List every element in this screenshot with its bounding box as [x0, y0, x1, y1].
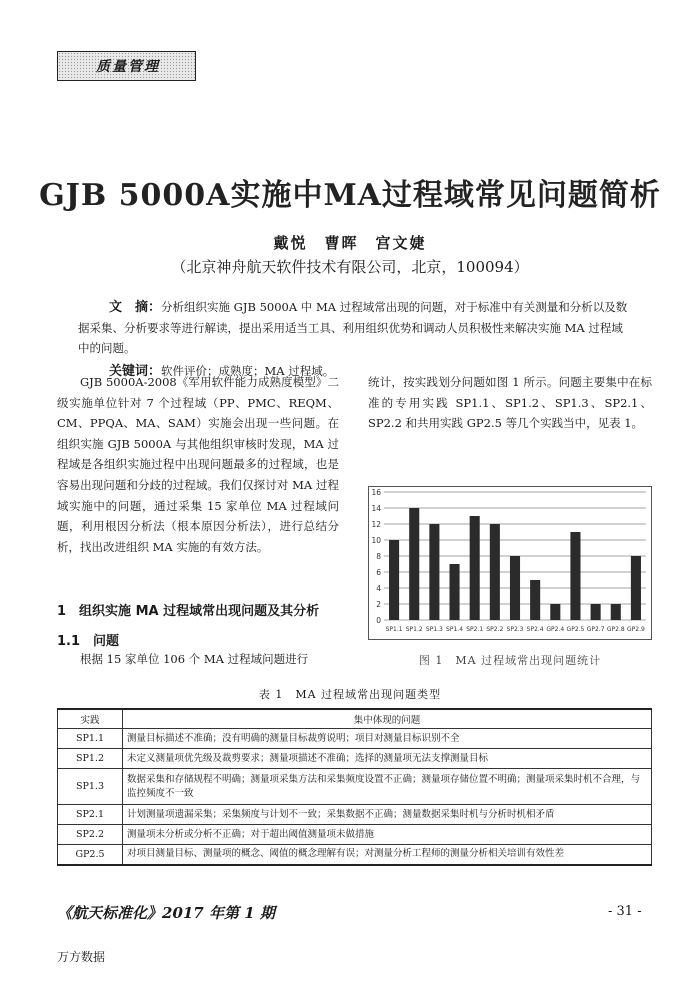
x-tick-label: GP2.7 [586, 626, 605, 633]
cell-issues: 测量目标描述不准确；没有明确的测量目标裁剪说明；项目对测量目标识别不全 [123, 729, 652, 749]
left-column-continuation: 根据 15 家单位 106 个 MA 过程域问题进行 [80, 652, 309, 666]
bar-chart [368, 486, 652, 640]
y-tick-label: 2 [376, 600, 381, 609]
footer-magazine: 《航天标准化》2017 年第 1 期 [57, 904, 275, 922]
cell-practice: GP2.5 [58, 845, 123, 865]
figure-caption: 图 1 MA 过程域常出现问题统计 [418, 654, 602, 667]
section-heading-1: 1 组织实施 MA 过程域常出现问题及其分析 [57, 604, 320, 619]
table-caption: 表 1 MA 过程域常出现问题类型 [258, 688, 442, 701]
table-row [58, 825, 652, 845]
table-header-row [58, 709, 652, 729]
table-row [58, 749, 652, 769]
bar-GP2.5 [570, 532, 580, 620]
cell-practice: SP1.3 [58, 769, 123, 805]
cell-issues: 对项目测量目标、测量项的概念、阈值的概念理解有误；对测量分析工程师的测量分析相关培训有效性差 [123, 845, 652, 865]
cell-issues: 未定义测量项优先级及裁剪要求；测量项描述不准确；选择的测量项无法支撑测量目标 [123, 749, 652, 769]
y-tick-label: 0 [376, 616, 381, 625]
x-tick-label: SP1.1 [385, 626, 403, 633]
x-tick-label: GP2.8 [606, 626, 625, 633]
x-tick-label: GP2.9 [627, 626, 645, 633]
cell-practice: SP1.2 [58, 749, 123, 769]
table-row [58, 845, 652, 865]
authors: 戴悦 曹晖 宫文婕 [273, 234, 427, 252]
x-tick-label: GP2.5 [566, 626, 585, 633]
keywords-text: 软件评价；成熟度；MA 过程域。 [161, 364, 335, 378]
page-number: - 31 - [608, 904, 642, 919]
bar-GP2.4 [550, 604, 560, 620]
cell-issues: 数据采集和存储规程不明确；测量项采集方法和采集频度设置不正确；测量项存储位置不明确；测量项采集时机不合理，与监控频度不一致 [123, 769, 652, 805]
bar-SP2.4 [530, 580, 540, 620]
bar-SP1.2 [409, 508, 419, 620]
cell-issues: 计划测量项遗漏采集；采集频度与计划不一致；采集数据不正确；测量数据采集时机与分析时机相矛盾 [123, 805, 652, 825]
y-tick-label: 8 [376, 552, 381, 561]
bar-SP1.3 [429, 524, 439, 620]
cell-practice: SP1.1 [58, 729, 123, 749]
affiliation: （北京神舟航天软件技术有限公司，北京，100094） [171, 258, 529, 276]
abstract-label: 文 摘： [109, 300, 162, 315]
issues-table [57, 708, 652, 866]
section-tag [57, 51, 196, 81]
y-tick-label: 4 [376, 584, 381, 593]
y-tick-label: 14 [371, 504, 381, 513]
table-row [58, 729, 652, 749]
table-row [58, 805, 652, 825]
x-tick-label: SP2.1 [466, 626, 484, 633]
table-row [58, 769, 652, 805]
header-practice: 实践 [58, 709, 123, 729]
x-tick-label: SP2.4 [526, 626, 544, 633]
watermark: 万方数据 [57, 950, 106, 964]
x-tick-label: SP2.2 [486, 626, 504, 633]
x-tick-label: SP1.3 [425, 626, 443, 633]
bar-GP2.7 [591, 604, 601, 620]
y-tick-label: 12 [371, 520, 381, 529]
bar-SP2.2 [490, 524, 500, 620]
bar-SP1.4 [450, 564, 460, 620]
abstract-text: 分析组织实施 GJB 5000A 中 MA 过程域常出现的问题，对于标准中有关测量和分析以及数据采集、分析要求等进行解读，提出采用适当工具、利用组织优势和调动人员积极性来解决实施 MA 过程域中的问题。 [78, 300, 628, 355]
bar-SP2.1 [470, 516, 480, 620]
y-tick-label: 6 [376, 568, 381, 577]
right-column-text: 统计，按实践划分问题如图 1 所示。问题主要集中在标准的专用实践 SP1.1、SP1.2、SP1.3、SP2.1、SP2.2 和共用实践 GP2.5 等几个实践当中，见表 1。 [368, 375, 652, 431]
cell-practice: SP2.2 [58, 825, 123, 845]
header-issues: 集中体现的问题 [123, 709, 652, 729]
y-tick-label: 16 [371, 488, 381, 497]
left-column-text: GJB 5000A-2008《军用软件能力成熟度模型》二级实施单位针对 7 个过程域（PP、PMC、REQM、CM、PPQA、MA、SAM）实施会出现一些问题。在组织实施 GJB 5000A 与其他组织审核时发现，MA 过程域是各组织实施过程中出现问题最多的过程域，也是容易出现问题和分歧的过程域。我们仅探讨对 MA 过程域实施中的问题，通过采集 15 家单位 MA 过程域问题，利用根因分析法（根本原因分析法），进行总结分析，找出改进组织 MA 实施的有效方法。 [57, 375, 339, 554]
x-tick-label: SP1.2 [405, 626, 423, 633]
section-heading-1-1: 1.1 问题 [57, 634, 120, 649]
bar-GP2.8 [611, 604, 621, 620]
bar-SP1.1 [389, 540, 399, 620]
x-tick-label: SP2.3 [506, 626, 524, 633]
cell-issues: 测量项未分析或分析不正确；对于超出阈值测量项未做措施 [123, 825, 652, 845]
bar-GP2.9 [631, 556, 641, 620]
x-tick-label: SP1.4 [446, 626, 464, 633]
keywords-label: 关键词： [109, 364, 162, 379]
bar-SP2.3 [510, 556, 520, 620]
cell-practice: SP2.1 [58, 805, 123, 825]
abstract [78, 297, 634, 358]
section-tag-label: 质量管理 [96, 59, 160, 75]
article-title: GJB 5000A实施中MA过程域常见问题简析 [39, 178, 661, 213]
x-tick-label: GP2.4 [546, 626, 565, 633]
y-tick-label: 10 [371, 536, 381, 545]
